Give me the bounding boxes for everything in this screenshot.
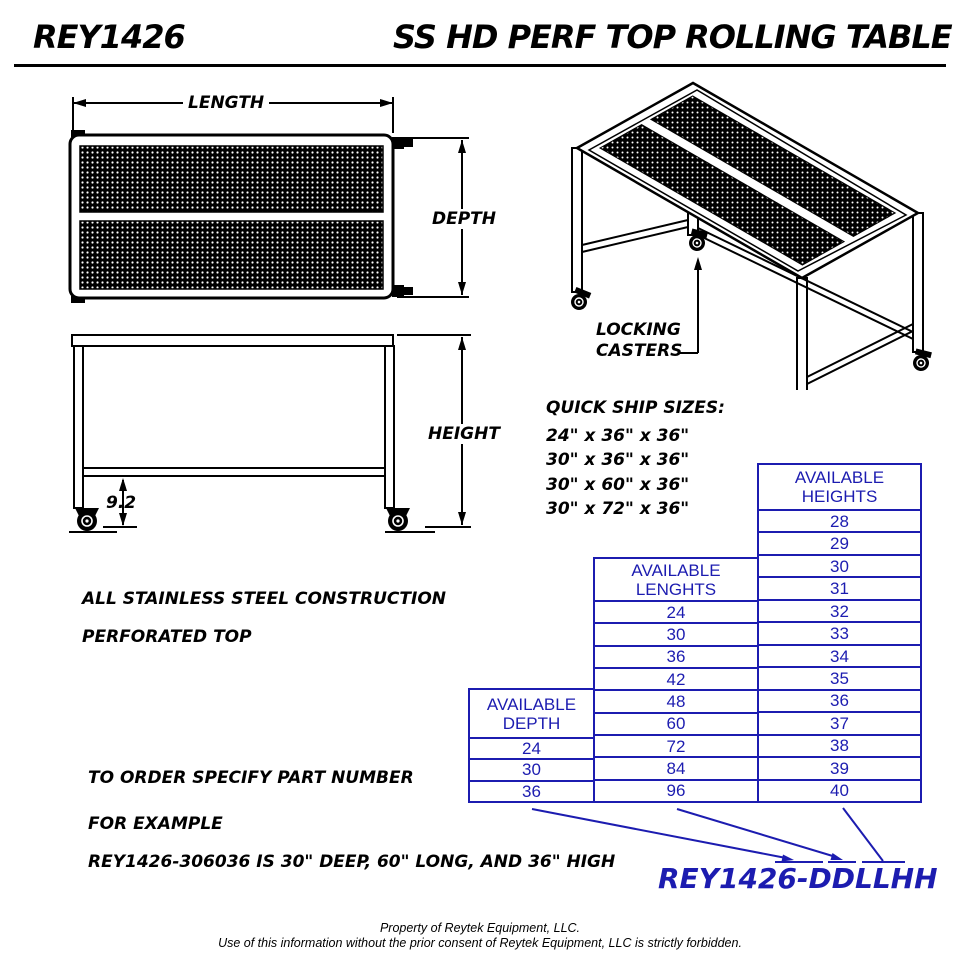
available-heights-values (759, 509, 920, 801)
available-heights-table (757, 463, 922, 803)
table-cell: 36 (759, 689, 920, 711)
note-construction: ALL STAINLESS STEEL CONSTRUCTION (82, 589, 446, 609)
header-line: HEIGHTS (801, 487, 878, 506)
table-cell: 40 (759, 779, 920, 801)
note-perforated-top: PERFORATED TOP (82, 627, 252, 647)
table-cell: 28 (759, 509, 920, 531)
locking-casters-callout (596, 320, 682, 362)
table-cell: 60 (595, 712, 757, 734)
table-cell: 84 (595, 756, 757, 778)
quick-ship-title: QUICK SHIP SIZES: (546, 398, 725, 418)
ordering-example-label: FOR EXAMPLE (88, 814, 223, 834)
quick-ship-size: 30" x 72" x 36" (546, 499, 690, 519)
caster-icon (75, 508, 99, 531)
dimension-arrow (73, 99, 86, 107)
available-depth-table (468, 688, 595, 803)
table-cell: 96 (595, 779, 757, 801)
dimension-arrow (458, 140, 466, 153)
casters-callout-leader (680, 262, 698, 353)
table-cell: 36 (470, 780, 593, 801)
table-cell: 35 (759, 666, 920, 688)
perforated-panel (80, 221, 383, 289)
page-title: SS HD PERF TOP ROLLING TABLE (393, 18, 952, 56)
table-cell: 37 (759, 711, 920, 733)
available-lengths-values (595, 600, 757, 801)
dimension-arrow (458, 337, 466, 350)
table-cell: 31 (759, 576, 920, 598)
leader-arrow (694, 257, 702, 270)
footer-legal: Use of this information without the prior consent of Reytek Equipment, LLC is strictly forbidden. (218, 936, 742, 950)
perforated-panel (80, 146, 383, 212)
table-cell: 34 (759, 644, 920, 666)
top-view-drawing (55, 85, 505, 315)
table-cell: 38 (759, 734, 920, 756)
length-label: LENGTH (183, 93, 269, 113)
table-cell: 24 (595, 600, 757, 622)
header-line: DEPTH (502, 713, 561, 733)
table-cell: 36 (595, 645, 757, 667)
callout-line: LOCKING (596, 320, 681, 340)
table-cell: 29 (759, 531, 920, 553)
header-divider (14, 64, 946, 67)
caster-icon (386, 508, 410, 531)
quick-ship-size: 30" x 36" x 36" (546, 450, 690, 470)
available-lengths-header (595, 559, 757, 600)
height-label: HEIGHT (423, 424, 505, 444)
quick-ship-size: 24" x 36" x 36" (546, 425, 690, 446)
available-depth-values (470, 737, 593, 801)
dimension-arrow (119, 513, 127, 526)
dimension-arrow (458, 512, 466, 525)
page-part-number: REY1426 (33, 18, 185, 56)
table-cell: 32 (759, 599, 920, 621)
leader-arrow (831, 853, 844, 860)
table-cell: 33 (759, 621, 920, 643)
footer-ownership: Property of Reytek Equipment, LLC. (379, 921, 581, 935)
header-line: AVAILABLE (631, 560, 721, 580)
table-cell: 72 (595, 734, 757, 756)
quick-ship-size-list (546, 424, 725, 522)
part-number-format: REY1426-DDLLHH (658, 862, 938, 895)
quick-ship-size: 30" x 60" x 36" (546, 474, 690, 495)
header-line: LENGHTS (635, 579, 717, 599)
table-cell: 24 (470, 737, 593, 758)
available-lengths-table (593, 557, 759, 803)
dimension-arrow (119, 478, 127, 491)
table-cell: 39 (759, 756, 920, 778)
table-frame (72, 335, 394, 508)
table-cell: 48 (595, 689, 757, 711)
callout-line: CASTERS (596, 341, 683, 361)
caster-clearance-value: 9.2 (106, 493, 137, 513)
ordering-instruction: TO ORDER SPECIFY PART NUMBER (88, 768, 414, 788)
depth-label: DEPTH (427, 209, 501, 229)
caster-icon (392, 285, 413, 297)
dimension-arrow (380, 99, 393, 107)
available-depth-header (470, 690, 593, 737)
available-heights-header (759, 465, 920, 509)
header-line: AVAILABLE (794, 468, 885, 487)
ordering-example: REY1426-306036 IS 30" DEEP, 60" LONG, AND 36" HIGH (88, 852, 616, 872)
leader-arrow (782, 855, 795, 862)
quick-ship-block (546, 396, 725, 522)
table-cell: 42 (595, 667, 757, 689)
table-cell: 30 (759, 554, 920, 576)
header-line: AVAILABLE (486, 694, 577, 714)
table-cell: 30 (595, 622, 757, 644)
table-cell: 30 (470, 758, 593, 779)
table-top-frame (577, 83, 918, 278)
dimension-arrow (458, 282, 466, 295)
